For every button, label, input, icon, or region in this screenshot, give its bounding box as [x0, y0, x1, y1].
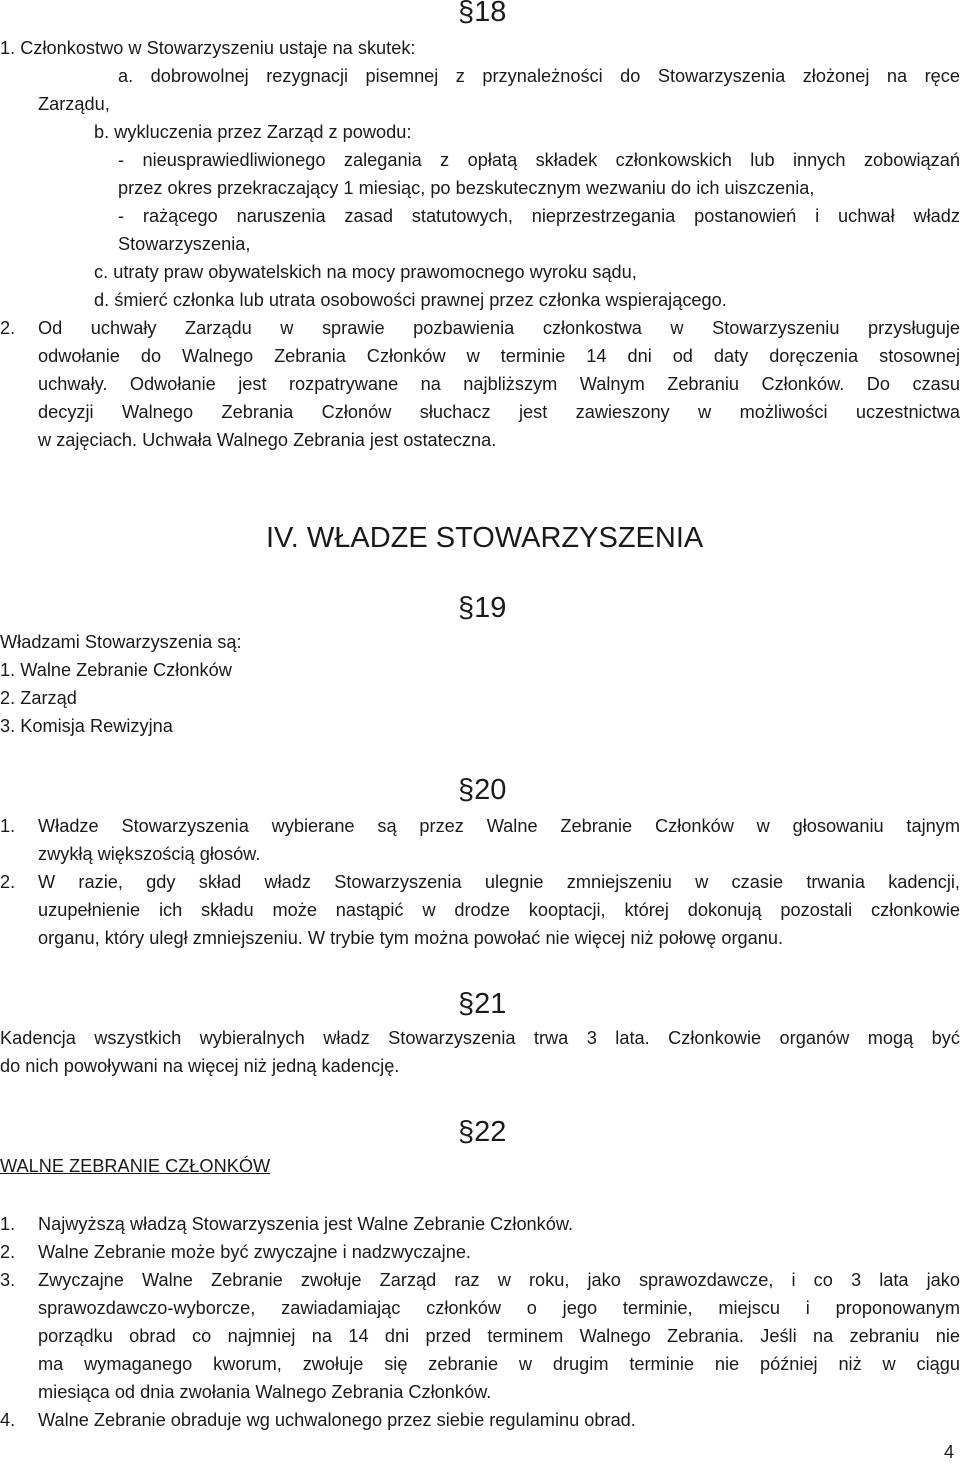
s19-item-1: 1. Walne Zebranie Członków	[0, 660, 232, 680]
s22-item-3-line-3: porządku obrad co najmniej na 14 dni przed terminem Walnego Zebrania. Jeśli na zebraniu nie	[38, 1326, 960, 1346]
s18-item-b-reason-2: - rażącego naruszenia zasad statutowych, nieprzestrzegania postanowień i uchwał władz	[118, 206, 960, 226]
s20-point-2-line-1: W razie, gdy skład władz Stowarzyszenia ulegnie zmniejszeniu w czasie trwania kadencji,	[38, 872, 960, 892]
s18-item-b-reason-1-cont: przez okres przekraczający 1 miesiąc, po bezskutecznym wezwaniu do ich uiszczenia,	[118, 178, 815, 198]
s22-item-4: Walne Zebranie obraduje wg uchwalonego przez siebie regulaminu obrad.	[38, 1410, 636, 1430]
s21-line-2: do nich powoływani na więcej niż jedną kadencję.	[0, 1056, 400, 1076]
s18-item-a-cont: Zarządu,	[38, 94, 110, 114]
s18-point-2-line-1: Od uchwały Zarządu w sprawie pozbawienia członkostwa w Stowarzyszeniu przysługuje	[38, 318, 960, 338]
s22-item-3-line-4: ma wymaganego kworum, zwołuje się zebranie w drugim terminie nie później niż w ciągu	[38, 1354, 960, 1374]
s20-point-2-number: 2.	[0, 872, 16, 892]
s22-subheading: WALNE ZEBRANIE CZŁONKÓW	[0, 1156, 271, 1176]
s19-intro: Władzami Stowarzyszenia są:	[0, 632, 242, 652]
s18-point-1: 1. Członkostwo w Stowarzyszeniu ustaje na skutek:	[0, 38, 416, 58]
s20-point-1-number: 1.	[0, 816, 16, 836]
section-20-heading: §20	[458, 774, 507, 806]
s18-point-2-line-3: uchwały. Odwołanie jest rozpatrywane na najbliższym Walnym Zebraniu Członków. Do czasu	[38, 374, 960, 394]
s20-point-1-line-1: Władze Stowarzyszenia wybierane są przez Walne Zebranie Członków w głosowaniu tajnym	[38, 816, 960, 836]
s18-point-2-line-5: w zajęciach. Uchwała Walnego Zebrania jest ostateczna.	[38, 430, 497, 450]
section-21-heading: §21	[458, 988, 507, 1020]
s22-item-4-number: 4.	[0, 1410, 16, 1430]
s18-item-b-reason-2-cont: Stowarzyszenia,	[118, 234, 251, 254]
s18-point-2-line-2: odwołanie do Walnego Zebrania Członków w terminie 14 dni od daty doręczenia stosownej	[38, 346, 960, 366]
s20-point-2-line-2: uzupełnienie ich składu może nastąpić w drodze kooptacji, której dokonują pozostali członkowie	[38, 900, 960, 920]
s18-item-a: a. dobrowolnej rezygnacji pisemnej z przynależności do Stowarzyszenia złożonej na ręce	[118, 66, 960, 86]
s22-item-1: Najwyższą władzą Stowarzyszenia jest Walne Zebranie Członków.	[38, 1214, 574, 1234]
s22-item-2: Walne Zebranie może być zwyczajne i nadzwyczajne.	[38, 1242, 471, 1262]
section-22-heading: §22	[458, 1116, 507, 1148]
page-number: 4	[943, 1442, 954, 1462]
s20-point-1-line-2: zwykłą większością głosów.	[38, 844, 261, 864]
section-19-heading: §19	[458, 592, 507, 624]
s18-item-b-reason-1: - nieusprawiedliwionego zalegania z opłatą składek członkowskich lub innych zobowiązań	[118, 150, 960, 170]
s22-item-1-number: 1.	[0, 1214, 16, 1234]
s19-item-3: 3. Komisja Rewizyjna	[0, 716, 173, 736]
s22-item-3-number: 3.	[0, 1270, 16, 1290]
s19-item-2: 2. Zarząd	[0, 688, 77, 708]
s20-point-2-line-3: organu, który uległ zmniejszeniu. W trybie tym można powołać nie więcej niż połowę organu.	[38, 928, 784, 948]
s18-point-2-line-4: decyzji Walnego Zebrania Członów słuchacz jest zawieszony w możliwości uczestnictwa	[38, 402, 960, 422]
s22-item-3-line-5: miesiąca od dnia zwołania Walnego Zebrania Członków.	[38, 1382, 492, 1402]
s18-item-d: d. śmierć członka lub utrata osobowości prawnej przez członka wspierającego.	[94, 290, 727, 310]
section-18-heading: §18	[458, 0, 507, 28]
s22-item-3-line-2: sprawozdawczo-wyborcze, zawiadamiając członków o jego terminie, miejscu i proponowanym	[38, 1298, 960, 1318]
s18-item-b: b. wykluczenia przez Zarząd z powodu:	[94, 122, 412, 142]
s18-point-2-number: 2.	[0, 318, 16, 338]
s22-item-3-line-1: Zwyczajne Walne Zebranie zwołuje Zarząd raz w roku, jako sprawozdawcze, i co 3 lata jako	[38, 1270, 960, 1290]
s21-line-1: Kadencja wszystkich wybieralnych władz Stowarzyszenia trwa 3 lata. Członkowie organów mogą być	[0, 1028, 960, 1048]
s18-item-c: c. utraty praw obywatelskich na mocy prawomocnego wyroku sądu,	[94, 262, 637, 282]
chapter-iv-title: IV. WŁADZE STOWARZYSZENIA	[266, 522, 704, 554]
s22-item-2-number: 2.	[0, 1242, 16, 1262]
